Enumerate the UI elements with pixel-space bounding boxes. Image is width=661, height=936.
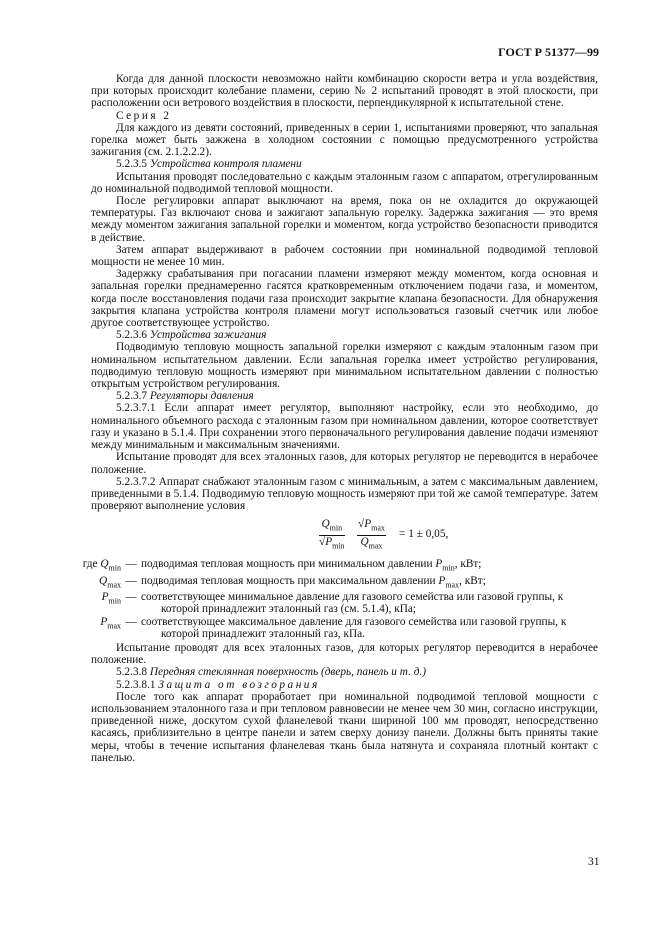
formula-numerator: $√P_{max}$ [357,518,386,535]
section-title: Передняя стеклянная поверхность (дверь, панель и т. д.) [149,666,427,679]
section-number: 5.2.3.6 [116,329,148,342]
section-heading [91,158,598,170]
formula-rhs: = 1 ± 0,05, [399,528,449,541]
definition-row: $P_{max}$ — соответствующее максимальное давление для газового семейства или газовой группы, к которой принадлежит эталонный газ, кПа. [91,616,598,640]
paragraph: После того как аппарат проработает при номинальной подводимой тепловой мощности с использованием эталонного газа и при тепловом равновесии не менее чем 30 мин, согласно инструкции, приведенной ниже, доскутом сухой фланелевой ткани шириной 100 мм проводят, непосредственно касаясь, приблизительно в центре панели и затем сверху донизу панели. Должны быть приняты такие меры, чтобы в течение испытания фланелевая ткань была натянута и сохраняла плотный контакт с панелью. [91,690,598,764]
paragraph: После регулировки аппарат выключают на время, пока он не охладится до окружающей температуры. Газ включают снова и зажигают запальную горелку. Задержка зажигания — это время между моментом зажигания запальной горелки и моментом, когда устройство безопасности приводится в действие. [91,195,598,244]
paragraph: Испытание проводят для всех эталонных газов, для которых регулятор не переводится в нерабочее положение. [91,451,598,476]
definition-text: подводимая тепловая мощность при минимальном давлении $P_{min}$, кВт; [141,558,482,573]
paragraph: Испытание проводят для всех эталонных газов, для которых регулятор переводится в нерабочее положение. [91,642,598,667]
paragraph: 5.2.3.7.2 Аппарат снабжают эталонным газом с минимальным, а затем с максимальным давлением, приведенными в 5.1.4. Подводимую тепловую мощность измеряют при той же самой температуре. Затем проверяют выполнение условия [91,475,598,513]
definition-row: где $Q_{min}$ — подводимая тепловая мощность при минимальном давлении $P_{min}$, кВт; [91,558,598,574]
definition-text: соответствующее максимальное давление для газового семейства или газовой группы, к которой принадлежит эталонный газ, кПа. [141,615,567,640]
section-number: 5.2.3.7 [116,390,148,403]
definition-symbol: $P_{max}$ [100,615,121,630]
definition-symbol: $P_{min}$ [101,591,121,606]
section-number: 5.2.3.8 [116,666,148,679]
definition-symbol: где $Q_{min}$ [82,558,121,573]
section-title: Регуляторы давления [149,390,254,403]
section-number: 5.2.3.8.1 [116,678,156,691]
formula-denominator: $Q_{max}$ [360,535,383,551]
section-title: Устройства контроля пламени [149,158,302,171]
definition-row: $Q_{max}$ — подводимая тепловая мощность при максимальном давлении $P_{max}$, кВт; [91,575,598,591]
series-heading: Серия 2 [116,109,172,122]
paragraph: Затем аппарат выдерживают в рабочем состоянии при номинальной подводимой тепловой мощности не менее 10 мин. [91,243,598,269]
section-heading [91,390,598,402]
section-title: Защита от возгорания [158,678,320,691]
definition-text: подводимая тепловая мощность при максимальном давлении $P_{max}$, кВт; [141,574,486,590]
definition-row: $P_{min}$ — соответствующее минимальное давление для газового семейства или газовой группы, к которой принадлежит эталонный газ (см. 5.1.4), кПа; [91,591,598,615]
document-body [82,73,598,764]
section-number: 5.2.3.5 [116,158,148,171]
paragraph: Испытания проводят последовательно с каждым эталонным газом с аппаратом, отрегулированным до номинальной подводимой тепловой мощности. [91,170,598,195]
formula-denominator: $√P_{min}$ [319,535,345,551]
section-heading [91,329,598,341]
section-heading [91,666,598,678]
definition-text: соответствующее минимальное давление для газового семейства или газовой группы, к которой принадлежит эталонный газ (см. 5.1.4), кПа; [141,591,564,616]
document-header: ГОСТ Р 51377—99 [498,45,599,59]
formula [91,518,598,554]
page-number: 31 [588,856,600,868]
paragraph: Для каждого из девяти состояний, приведенных в серии 1, испытаниями проверяют, что запальная горелка может быть зажжена в холодном состоянии с помощью предусмотренного устройства зажигания (см. 2.1.2.2.2). [91,121,598,159]
paragraph: Когда для данной плоскости невозможно найти комбинацию скорости ветра и угла воздействия, при которых происходит колебание пламени, серию № 2 испытаний проводят в этой плоскости, при расположении оси ветрового воздействия в плоскости, перпендикулярной к испытательной стене. [91,73,598,110]
section-title: Устройства зажигания [149,329,267,342]
definition-symbol: $Q_{max}$ [99,574,121,590]
paragraph: Задержку срабатывания при погасании пламени измеряют между моментом, когда основная и запальная горелки преднамеренно гасятся кратковременным отключением подачи газа, и моментом, когда после восстановления подачи газа происходит закрытие клапана безопасности. Для обнаружения закрытия клапана устройства контроля пламени могут использоваться газовый счетчик или любое другое соответствующее устройство. [91,268,598,330]
definitions-list [82,558,598,640]
paragraph: Подводимую тепловую мощность запальной горелки измеряют с каждым эталонным газом при номинальном испытательном давлении. Если запальная горелка имеет устройство регулирования, подводимую тепловую мощность измеряют при минимальном испытательном давлении с полностью открытым устройством регулирования. [91,341,598,391]
formula-fraction-2 [357,518,386,552]
section-heading [91,679,598,691]
paragraph: 5.2.3.7.1 Если аппарат имеет регулятор, выполняют настройку, если это необходимо, до номинального объемного расхода с эталонным газом при номинальном давлении, которое соответствует газу и указано в 5.1.4. При сохранении этого первоначального регулирования давление подачи изменяют между минимальным и максимальным значениями. [91,402,598,452]
formula-fraction-1 [319,518,345,552]
formula-numerator: $Q_{min}$ [319,518,345,535]
